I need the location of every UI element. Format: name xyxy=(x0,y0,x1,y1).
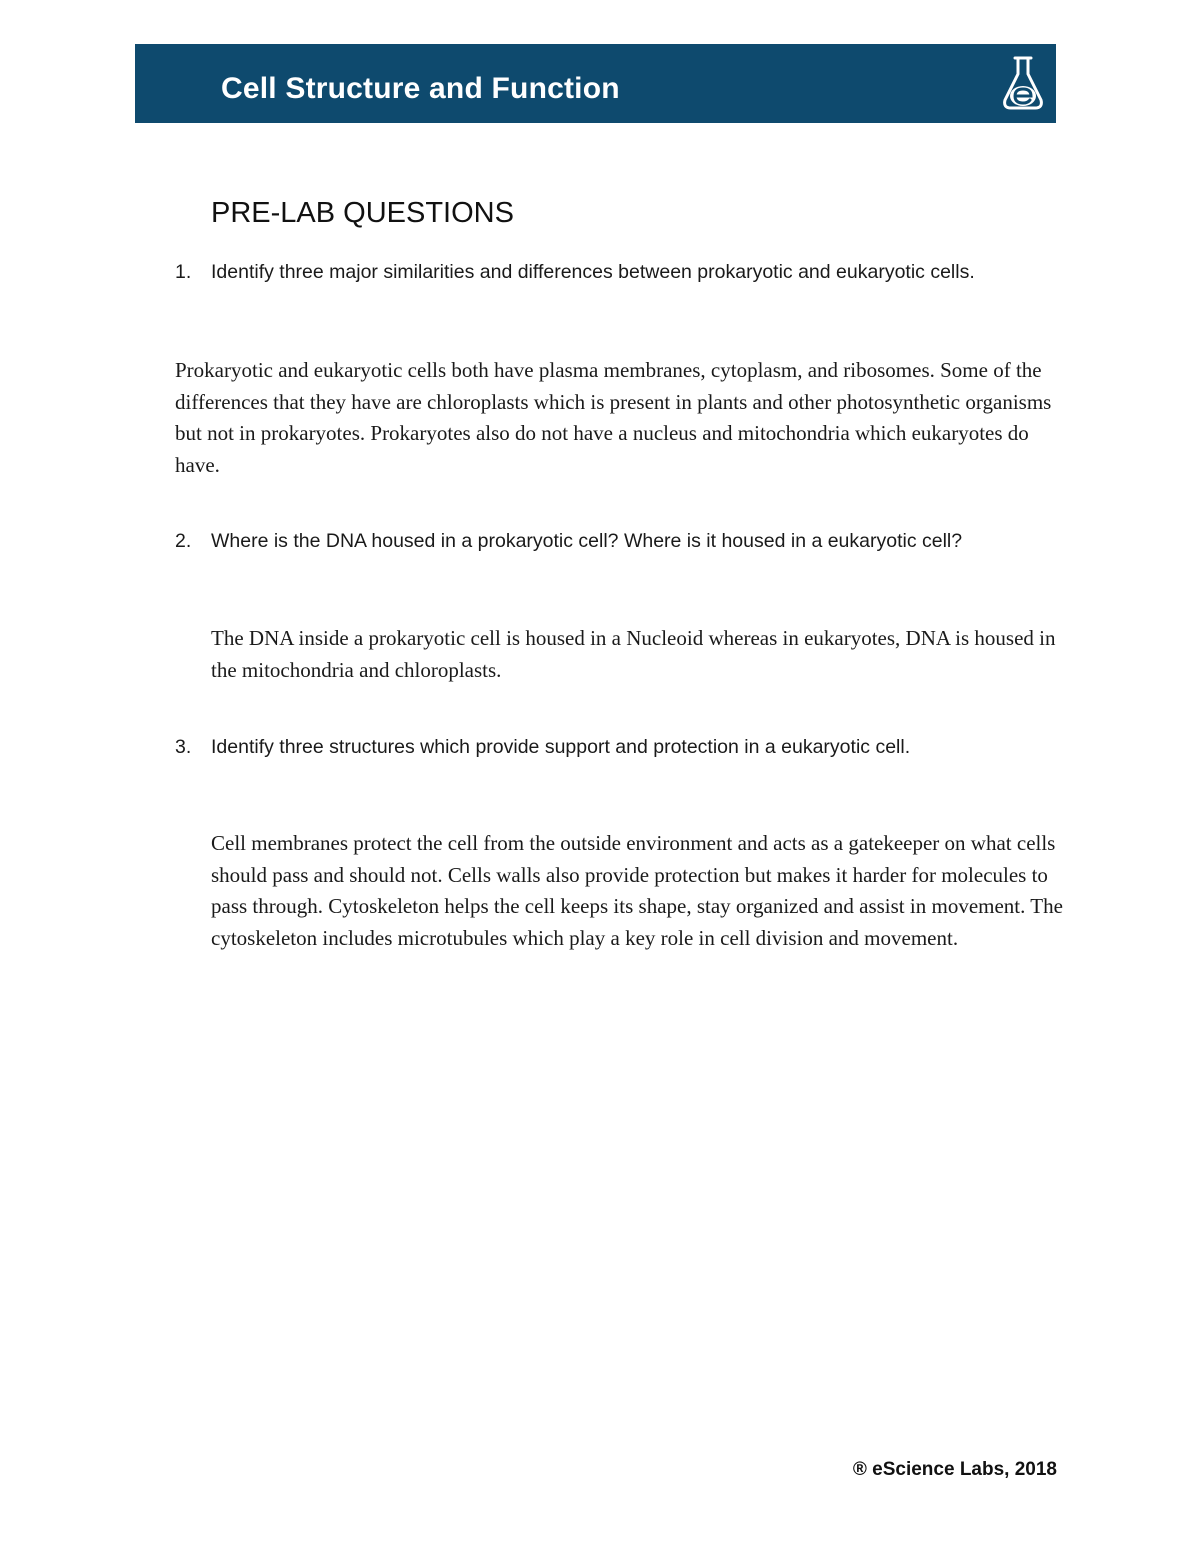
question-number: 1. xyxy=(175,261,192,283)
answer-1: Prokaryotic and eukaryotic cells both have plasma membranes, cytoplasm, and ribosomes. Some of the differences that they have are chloroplasts which is present in plants and other photosynthetic organisms but not in prokaryotes. Prokaryotes also do not have a nucleus and mitochondria which eukaryotes do have. xyxy=(175,358,1052,477)
section-title: PRE-LAB QUESTIONS xyxy=(211,197,514,229)
answer-3: Cell membranes protect the cell from the outside environment and acts as a gatekeeper on what cells should pass and should not. Cells walls also provide protection but makes it harder for molecules to pass through. Cytoskeleton helps the cell keeps its shape, stay organized and assist in movement. The cytoskeleton includes microtubules which play a key role in cell division and movement. xyxy=(211,831,1063,950)
question-1 xyxy=(175,261,975,284)
question-number: 2. xyxy=(175,530,192,552)
question-text: Identify three structures which provide support and protection in a eukaryotic cell. xyxy=(211,736,911,758)
question-3 xyxy=(175,736,910,759)
question-text: Where is the DNA housed in a prokaryotic cell? Where is it housed in a eukaryotic cell? xyxy=(211,530,963,552)
question-text: Identify three major similarities and differences between prokaryotic and eukaryotic cells. xyxy=(211,261,975,283)
question-2 xyxy=(175,530,962,553)
flask-e-icon xyxy=(1000,54,1046,114)
header-banner xyxy=(135,44,1056,123)
page-title: Cell Structure and Function xyxy=(221,72,620,105)
copyright-footer: ® eScience Labs, 2018 xyxy=(852,1459,1057,1480)
answer-2: The DNA inside a prokaryotic cell is housed in a Nucleoid whereas in eukaryotes, DNA is housed in the mitochondria and chloroplasts. xyxy=(211,626,1056,682)
question-number: 3. xyxy=(175,736,192,758)
